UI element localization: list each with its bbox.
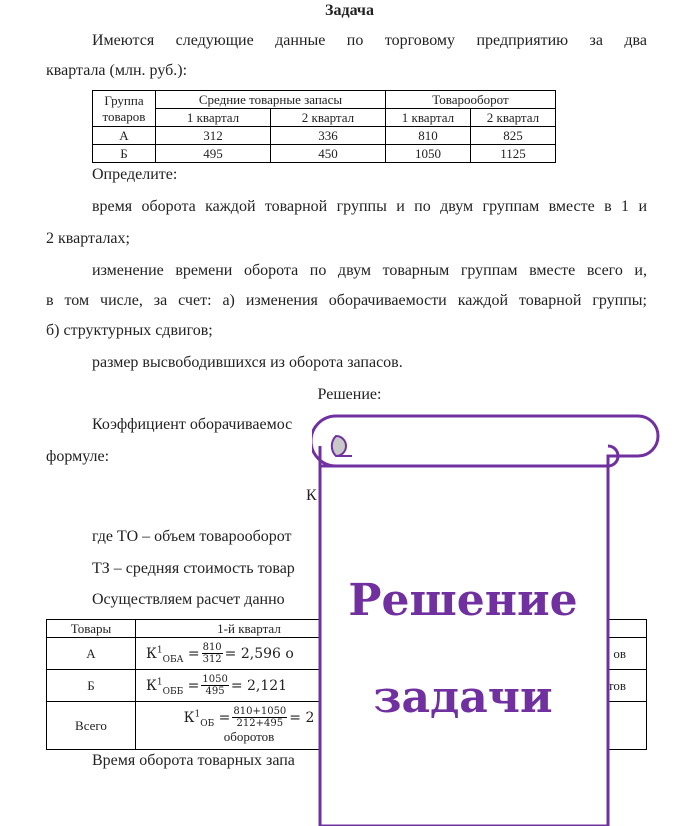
determine-label: Определите: (92, 166, 178, 183)
formula-label: формуле: (46, 448, 110, 465)
task-2-line-3: б) структурных сдвигов; (46, 322, 213, 339)
where-to-line: где ТО – объем товарооборот (92, 528, 292, 545)
overlay-title-line-2: задачи (373, 672, 553, 723)
formula-cell: $К^1_{ОБ}$ = $\frac{810+1050}{212+495}$ = 2 оборотов (136, 702, 363, 750)
coefficient-line: Коэффициент оборачиваемос (92, 416, 293, 433)
table-header-q1: 1 квартал (156, 109, 271, 127)
where-tz-line: ТЗ – средняя стоимость товар (92, 560, 295, 577)
formula-partial: К (306, 487, 317, 504)
table-row: Всего $К^1_{ОБ}$ = $\frac{810+1050}{212+495}$ = 2 оборотов (47, 702, 647, 750)
table-header-turnover: Товарооборот (385, 91, 555, 109)
table-row: А $К^1_{ОБА}$ = $\frac{810}{312}$ = 2,596 о ов (47, 638, 647, 670)
task-1-line-1: время оборота каждой товарной группы и по двум группам вместе в 1 и (92, 198, 647, 215)
task-2-line-2: в том числе, за счет: а) изменения оборачиваемости каждой товарной группы; (46, 292, 647, 309)
calc-header-q1: 1-й квартал (136, 620, 363, 638)
task-1-line-2: 2 кварталах; (46, 230, 130, 247)
table-row: А 312 336 810 825 (93, 127, 556, 145)
formula-cell: $К^1_{ОБА}$ = $\frac{810}{312}$ = 2,596 о (136, 638, 363, 670)
intro-line-2: квартала (млн. руб.): (46, 62, 188, 79)
table-row: Б 495 450 1050 1125 (93, 145, 556, 163)
table-header-group: Группа товаров (93, 91, 156, 127)
data-table (92, 90, 556, 163)
scroll-curl (332, 436, 346, 456)
doc-title: Задача (325, 2, 374, 19)
table-row: Б $К^1_{ОББ}$ = $\frac{1050}{495}$ = 2,121 тов (47, 670, 647, 702)
calc-header-goods: Товары (47, 620, 136, 638)
table-header-stocks: Средние товарные запасы (156, 91, 386, 109)
bottom-line: Время оборота товарных запа (92, 752, 295, 769)
intro-line-1: Имеются следующие данные по торговому предприятию за два (92, 32, 647, 49)
overlay-title-line-1: Решение (348, 575, 578, 626)
formula-cell: $К^1_{ОББ}$ = $\frac{1050}{495}$ = 2,121 (136, 670, 363, 702)
task-3-line: размер высвободившихся из оборота запасов. (92, 354, 403, 371)
solution-heading: Решение: (317, 386, 382, 403)
table-header-q2: 2 квартал (470, 109, 555, 127)
table-header-q1: 1 квартал (385, 109, 470, 127)
task-2-line-1: изменение времени оборота по двум товарным группам вместе всего и, (92, 262, 647, 279)
table-header-q2: 2 квартал (270, 109, 385, 127)
calc-line: Осуществляем расчет данно (92, 591, 285, 608)
